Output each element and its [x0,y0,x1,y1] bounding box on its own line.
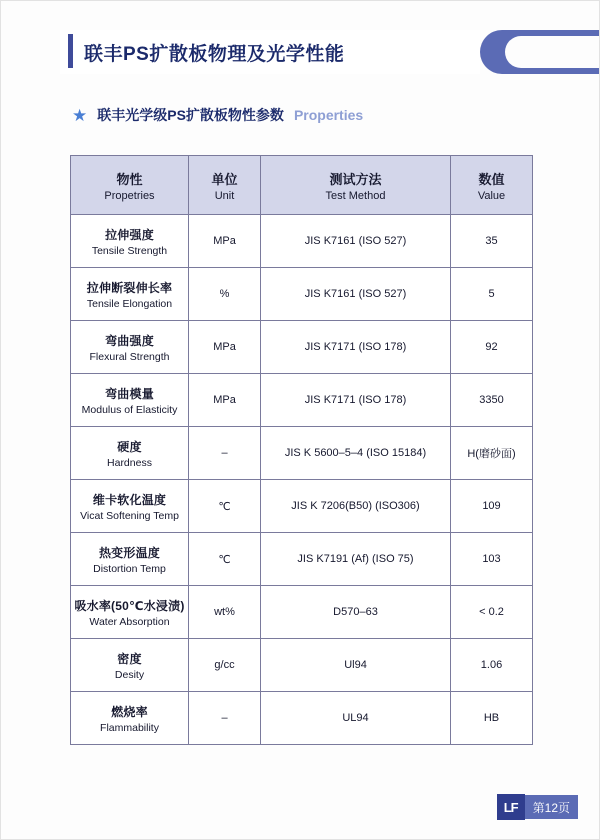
column-header-property-en: Propetries [104,189,155,202]
cell-method: JIS K7171 (ISO 178) [261,321,451,374]
section-title-cn: 联丰光学级PS扩散板物性参数 [97,107,284,123]
cell-value: H(磨砂面) [451,427,533,480]
page-header [0,30,600,74]
column-header-value [451,156,533,215]
cell-method: UL94 [261,692,451,745]
table-body [71,215,533,745]
cell-unit: ℃ [189,480,261,533]
cell-value: 109 [451,480,533,533]
cell-method: JIS K7171 (ISO 178) [261,374,451,427]
cell-property [71,692,189,745]
cell-property-cn: 维卡软化温度 [92,492,167,507]
cell-property-en: Desity [114,668,145,681]
page-number: 第12页 [525,795,578,819]
cell-property [71,215,189,268]
column-header-value-cn: 数值 [478,171,505,187]
cell-unit: g/cc [189,639,261,692]
cell-property [71,427,189,480]
table-row [71,692,533,745]
cell-property-cn: 弯曲模量 [105,386,154,401]
cell-property [71,268,189,321]
cell-unit: – [189,427,261,480]
cell-method: JIS K 5600–5–4 (ISO 15184) [261,427,451,480]
table-header-row [71,156,533,215]
table-header [71,156,533,215]
cell-unit: MPa [189,215,261,268]
cell-value: 92 [451,321,533,374]
cell-property-en: Flexural Strength [89,350,170,363]
cell-method: JIS K7161 (ISO 527) [261,215,451,268]
cell-property [71,533,189,586]
cell-value: < 0.2 [451,586,533,639]
page-title: 联丰PS扩散板物理及光学性能 [84,44,345,65]
cell-unit: MPa [189,374,261,427]
cell-unit: % [189,268,261,321]
cell-property-en: Tensile Elongation [86,297,173,310]
cell-property-en: Tensile Strength [91,244,168,257]
cell-unit: ℃ [189,533,261,586]
cell-unit: – [189,692,261,745]
cell-method: JIS K7161 (ISO 527) [261,268,451,321]
star-icon: ★ [72,105,88,125]
column-header-unit-cn: 单位 [211,171,238,187]
page-footer [497,794,578,820]
header-wedge-inner [505,36,600,68]
cell-property-en: Water Absorption [89,615,170,628]
column-header-unit [189,156,261,215]
cell-property-cn: 拉伸断裂伸长率 [86,280,173,295]
cell-unit: wt% [189,586,261,639]
cell-property-cn: 燃烧率 [111,704,148,719]
table-row [71,639,533,692]
cell-property [71,586,189,639]
cell-method: JIS K7191 (Af) (ISO 75) [261,533,451,586]
table-row [71,374,533,427]
cell-property-cn: 密度 [117,651,142,666]
cell-property-en: Vicat Softening Temp [80,509,179,522]
cell-property-en: Distortion Temp [93,562,166,575]
cell-property-cn: 硬度 [117,439,142,454]
cell-property-en: Modulus of Elasticity [81,403,178,416]
table-row [71,268,533,321]
cell-value: 1.06 [451,639,533,692]
header-wedge-decoration [480,30,600,74]
cell-method: D570–63 [261,586,451,639]
table-row [71,533,533,586]
cell-property-cn: 热变形温度 [98,545,160,560]
section-title-en: Properties [293,107,364,123]
cell-property [71,639,189,692]
header-accent-bar [68,34,73,68]
cell-value: 5 [451,268,533,321]
table-row [71,586,533,639]
cell-value: 35 [451,215,533,268]
table-row [71,427,533,480]
cell-value: 3350 [451,374,533,427]
cell-property-cn: 拉伸强度 [105,227,154,242]
cell-property [71,480,189,533]
column-header-method-cn: 测试方法 [329,171,382,187]
column-header-unit-en: Unit [214,189,235,202]
cell-unit: MPa [189,321,261,374]
table-row [71,321,533,374]
cell-property-cn: 吸水率(50℃水浸渍) [74,598,185,613]
column-header-method-en: Test Method [325,189,386,202]
cell-property-en: Flammability [100,721,159,734]
cell-property [71,374,189,427]
cell-property-cn: 弯曲强度 [105,333,154,348]
properties-table [70,155,533,745]
section-heading [72,105,363,125]
company-logo-icon: LF [497,794,525,820]
cell-method: Ul94 [261,639,451,692]
cell-property [71,321,189,374]
column-header-method [261,156,451,215]
cell-property-en: Hardness [107,456,152,469]
column-header-property-cn: 物性 [116,171,143,187]
cell-method: JIS K 7206(B50) (ISO306) [261,480,451,533]
table-row [71,215,533,268]
column-header-property [71,156,189,215]
cell-value: HB [451,692,533,745]
cell-value: 103 [451,533,533,586]
column-header-value-en: Value [477,189,506,202]
table-row [71,480,533,533]
